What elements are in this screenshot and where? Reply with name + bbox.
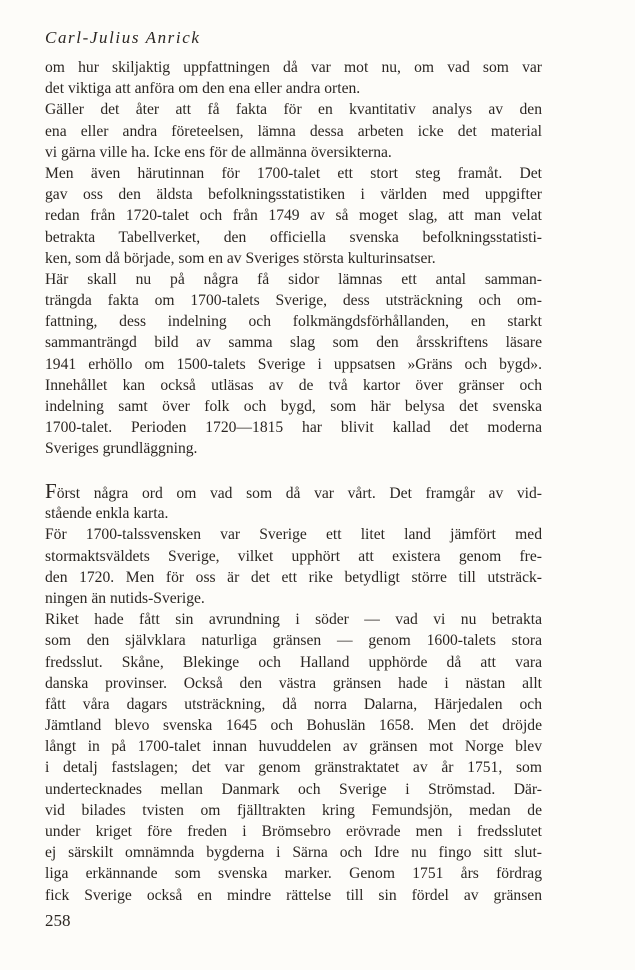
- text-line: Innehållet kan också utläsas av de två kartor över gränser och: [45, 376, 542, 394]
- text-line: fattning, dess indelning och folkmängdsförhållanden, en starkt: [45, 313, 542, 331]
- text-line: fått våra dagars utsträckning, då norra Dalarna, Härjedalen och: [45, 695, 542, 713]
- text-line: 1700-talet. Perioden 1720—1815 har blivit kallad det moderna: [45, 419, 542, 437]
- text-line: Sveriges grundläggning.: [45, 440, 198, 458]
- text-line: om hur skiljaktig uppfattningen då var mot nu, om vad som var: [45, 59, 542, 76]
- text-line: 1941 erhöllo om 1500-talets Sverige i uppsatsen »Gräns och bygd».: [45, 355, 542, 373]
- text-line: ena eller andra företeelsen, lämna dessa arbeten icke det material: [45, 122, 542, 140]
- text-line: i detalj fastslagen; det var genom gränstraktatet av år 1751, som: [45, 759, 542, 777]
- text-line: stormaktsväldets Sverige, vilket upphört att existera genom fre-: [45, 547, 542, 565]
- text-line: Här skall nu på några få sidor lämnas ett antal samman-: [45, 270, 542, 288]
- text-line: den 1720. Men för oss är det ett rike betydligt större till utsträck-: [45, 568, 542, 586]
- text-block-2: [45, 479, 542, 906]
- text-line: liga erkännande som svenska marker. Genom 1751 års fördrag: [45, 865, 542, 883]
- text-block-1: [45, 57, 542, 460]
- text-line: danska provinser. Också den västra gränsen hade i nästan allt: [45, 674, 542, 692]
- text-line: stående enkla karta.: [45, 505, 169, 523]
- text-line: vi gärna ville ha. Icke ens för de allmänna översikterna.: [45, 143, 392, 161]
- text-line: betrakta Tabellverket, den officiella svenska befolkningsstatisti-: [45, 228, 542, 246]
- text-line: redan från 1720-talet och från 1749 av så moget slag, att man velat: [45, 207, 542, 225]
- text-line: undertecknades mellan Danmark och Sverige i Strömstad. Där-: [45, 780, 542, 798]
- text-line: trängda fakta om 1700-talets Sverige, dess utsträckning och om-: [45, 292, 542, 310]
- text-line: under kriget före freden i Brömsebro erövrade men i fredsslutet: [45, 823, 542, 840]
- text-line: som den självklara naturliga gränsen — genom 1600-talets stora: [45, 632, 542, 650]
- text-line: Riket hade fått sin avrundning i söder — vad vi nu betrakta: [45, 611, 542, 629]
- text-line: sammanträngd bild av samma slag som den årsskriftens läsare: [45, 334, 542, 352]
- text-line: det viktiga att anföra om den ena eller andra orten.: [45, 80, 361, 98]
- text-line: ken, som då började, som en av Sveriges största kulturinsatser.: [45, 249, 436, 267]
- text-line: ej särskilt omnämnda bygderna i Särna och Idre nu fingo sitt slut-: [45, 844, 542, 862]
- drop-cap: F: [45, 479, 57, 503]
- text-line: vid bilades tvisten om fjälltrakten kring Femundsjön, medan de: [45, 801, 542, 819]
- text-line: indelning samt över folk och bygd, som här belysa det svenska: [45, 398, 542, 415]
- running-head: Carl-Julius Anrick: [45, 28, 201, 47]
- text-line: [45, 479, 542, 503]
- text-line: Jämtland blevo svenska 1645 och Bohuslän 1658. Men det dröjde: [45, 717, 542, 735]
- page-number: 258: [45, 911, 71, 930]
- text-line: gav oss den äldsta befolkningsstatistiken i världen med uppgifter: [45, 186, 542, 204]
- text-line: långt in på 1700-talet innan huvuddelen av gränsen mot Norge blev: [45, 738, 542, 756]
- first-line-rest: örst några ord om vad som då var vårt. Det framgår av vid-: [56, 485, 542, 502]
- text-line: fredsslut. Skåne, Blekinge och Halland upphörde då att vara: [45, 653, 542, 671]
- text-line: För 1700-talssvensken var Sverige ett litet land jämfört med: [45, 526, 542, 544]
- text-line: Men även härutinnan för 1700-talet ett stort steg framåt. Det: [45, 164, 542, 182]
- text-line: ningen än nutids-Sverige.: [45, 589, 205, 607]
- text-line: fick Sverige också en mindre rättelse till sin fördel av gränsen: [45, 886, 542, 904]
- text-line: Gäller det åter att få fakta för en kvantitativ analys av den: [45, 101, 542, 119]
